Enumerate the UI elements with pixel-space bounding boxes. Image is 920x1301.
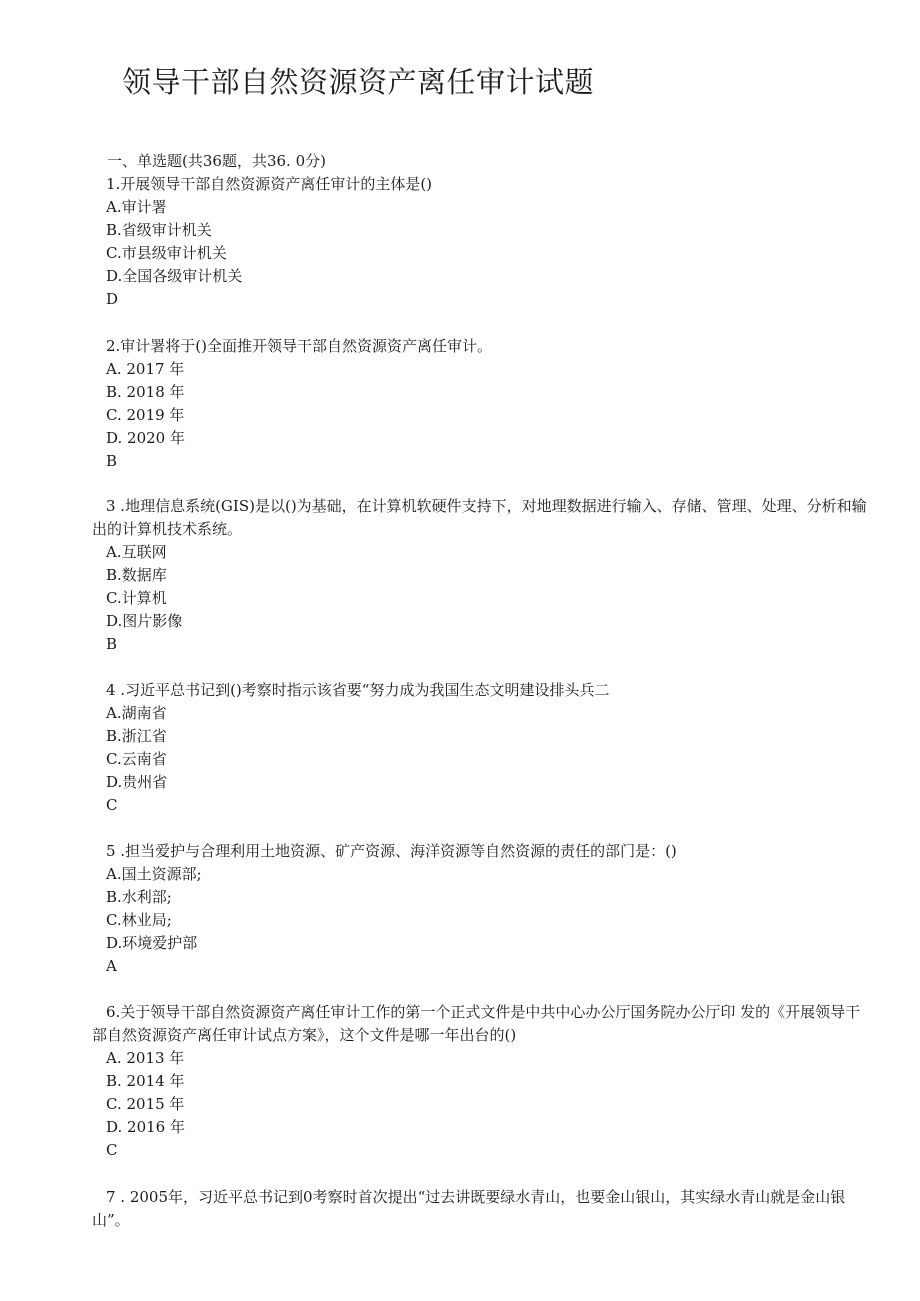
option-a: A.互联网 bbox=[106, 543, 167, 561]
question-stem: 6.关于领导干部自然资源资产离任审计工作的第一个正式文件是中共中心办公厅国务院办公厅印 发的《开展领导干部自然资源资产离任审计试点方案》，这个文件是哪一年出台的() bbox=[92, 1003, 861, 1044]
option-b: B. 2014 年 bbox=[106, 1072, 185, 1090]
answer: B bbox=[106, 452, 118, 470]
question-4 bbox=[92, 679, 872, 817]
option-d: D.全国各级审计机关 bbox=[106, 267, 243, 285]
question-6 bbox=[92, 1001, 872, 1162]
option-c: C.计算机 bbox=[106, 589, 167, 607]
document-title: 领导干部自然资源资产离任审计试题 bbox=[122, 65, 595, 99]
option-a: A. 2017 年 bbox=[106, 360, 185, 378]
option-b: B.省级审计机关 bbox=[106, 221, 212, 239]
option-c: C.林业局; bbox=[106, 911, 172, 929]
option-d: D. 2020 年 bbox=[106, 429, 185, 447]
question-7 bbox=[92, 1186, 872, 1232]
answer: C bbox=[106, 1141, 118, 1159]
question-3 bbox=[92, 495, 872, 656]
option-b: B.水利部; bbox=[106, 888, 172, 906]
option-a: A.审计署 bbox=[106, 198, 167, 216]
question-stem: 3 .地理信息系统(GIS)是以()为基础，在计算机软硬件支持下，对地理数据进行输入、存储、管理、处理、分析和输出的计算机技术系统。 bbox=[92, 497, 867, 538]
question-5 bbox=[92, 840, 872, 978]
option-b: B.数据库 bbox=[106, 566, 167, 584]
answer: D bbox=[106, 290, 119, 308]
option-d: D.图片影像 bbox=[106, 612, 183, 630]
option-b: B. 2018 年 bbox=[106, 383, 185, 401]
answer: A bbox=[106, 957, 117, 975]
question-2 bbox=[92, 335, 872, 473]
question-stem: 4 .习近平总书记到()考察时指示该省要“努力成为我国生态文明建设排头兵二 bbox=[106, 681, 610, 699]
question-stem: 7 . 2005年，习近平总书记到0考察时首次提出“过去讲既要绿水青山，也要金山银山，其实绿水青山就是金山银山”。 bbox=[92, 1188, 846, 1229]
question-stem: 1.开展领导干部自然资源资产离任审计的主体是() bbox=[106, 175, 433, 193]
option-a: A.湖南省 bbox=[106, 704, 167, 722]
answer: B bbox=[106, 635, 118, 653]
option-a: A.国土资源部; bbox=[106, 865, 202, 883]
option-a: A. 2013 年 bbox=[106, 1049, 185, 1067]
option-c: C.市县级审计机关 bbox=[106, 244, 227, 262]
option-b: B.浙江省 bbox=[106, 727, 167, 745]
answer: C bbox=[106, 796, 118, 814]
question-stem: 5 .担当爱护与合理利用土地资源、矿产资源、海洋资源等自然资源的责任的部门是：() bbox=[106, 842, 677, 860]
option-c: C. 2019 年 bbox=[106, 406, 185, 424]
section-heading: 一、单选题(共36题，共36. 0分) bbox=[107, 152, 326, 170]
question-1 bbox=[92, 173, 872, 311]
option-c: C.云南省 bbox=[106, 750, 167, 768]
option-d: D.贵州省 bbox=[106, 773, 168, 791]
option-d: D. 2016 年 bbox=[106, 1118, 185, 1136]
option-c: C. 2015 年 bbox=[106, 1095, 185, 1113]
option-d: D.环境爱护部 bbox=[106, 934, 198, 952]
question-stem: 2.审计署将于()全面推开领导干部自然资源资产离任审计。 bbox=[106, 337, 493, 355]
